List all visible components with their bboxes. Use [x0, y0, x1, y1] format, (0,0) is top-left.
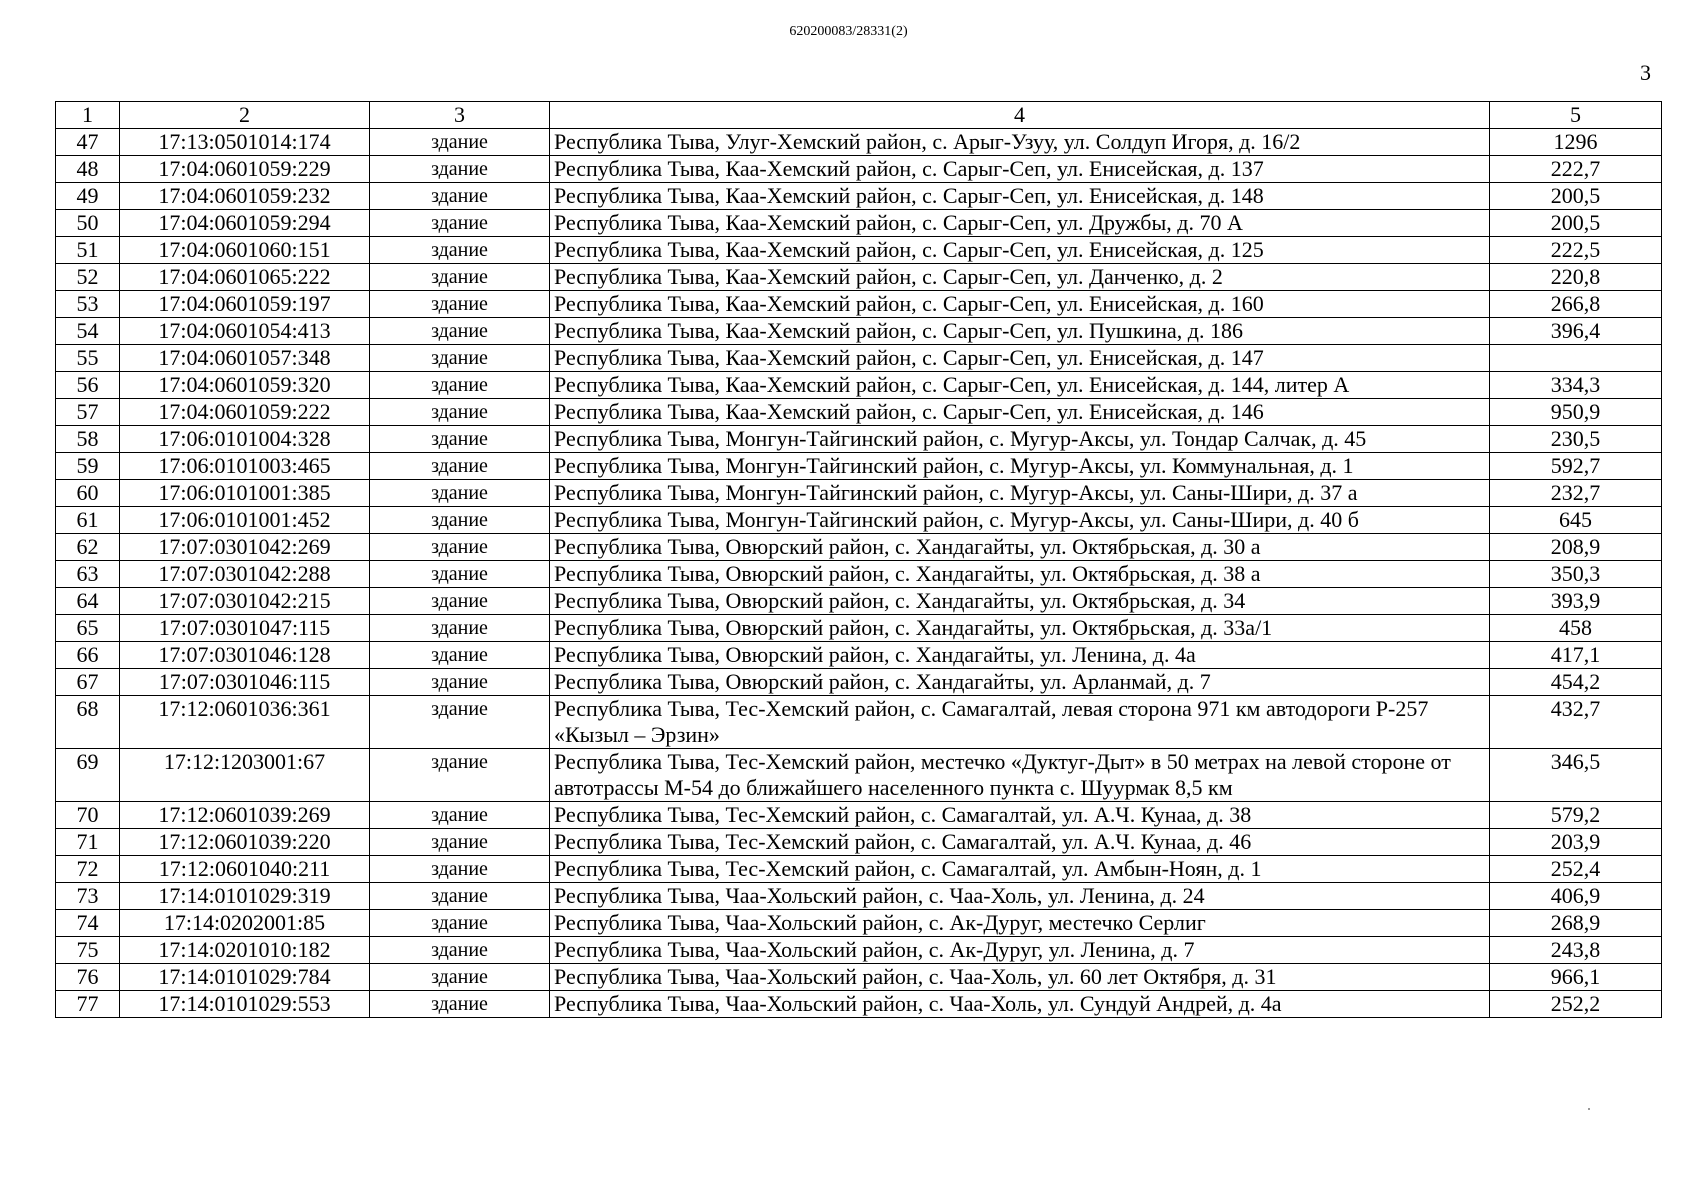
area-cell: 579,2 — [1490, 802, 1662, 829]
cadastral-number-cell: 17:04:0601059:320 — [120, 372, 370, 399]
table-row — [56, 642, 1662, 669]
row-number-cell: 48 — [56, 156, 120, 183]
row-number-cell: 68 — [56, 696, 120, 749]
object-type-cell: здание — [370, 561, 550, 588]
cadastral-number-cell: 17:14:0201010:182 — [120, 937, 370, 964]
row-number-cell: 62 — [56, 534, 120, 561]
area-cell — [1490, 345, 1662, 372]
address-cell: Республика Тыва, Каа-Хемский район, с. Сарыг-Сеп, ул. Енисейская, д. 146 — [550, 399, 1490, 426]
cadastral-number-cell: 17:14:0101029:784 — [120, 964, 370, 991]
cadastral-number-cell: 17:07:0301042:269 — [120, 534, 370, 561]
address-cell: Республика Тыва, Овюрский район, с. Хандагайты, ул. Октябрьская, д. 30 а — [550, 534, 1490, 561]
table-row — [56, 264, 1662, 291]
table-row — [56, 696, 1662, 749]
address-cell: Республика Тыва, Каа-Хемский район, с. Сарыг-Сеп, ул. Енисейская, д. 125 — [550, 237, 1490, 264]
cadastral-number-cell: 17:06:0101001:385 — [120, 480, 370, 507]
object-type-cell: здание — [370, 183, 550, 210]
table-row — [56, 937, 1662, 964]
object-type-cell: здание — [370, 264, 550, 291]
object-type-cell: здание — [370, 883, 550, 910]
object-type-cell: здание — [370, 129, 550, 156]
address-cell: Республика Тыва, Каа-Хемский район, с. Сарыг-Сеп, ул. Пушкина, д. 186 — [550, 318, 1490, 345]
area-cell: 200,5 — [1490, 210, 1662, 237]
object-type-cell: здание — [370, 829, 550, 856]
row-number-cell: 63 — [56, 561, 120, 588]
object-type-cell: здание — [370, 345, 550, 372]
address-cell: Республика Тыва, Тес-Хемский район, с. Самагалтай, ул. А.Ч. Кунаа, д. 46 — [550, 829, 1490, 856]
address-cell: Республика Тыва, Тес-Хемский район, местечко «Дуктуг-Дыт» в 50 метрах на левой стороне от автотрассы М-54 до ближайшего населенного пункта с. Шуурмак 8,5 км — [550, 749, 1490, 802]
cadastral-number-cell: 17:12:1203001:67 — [120, 749, 370, 802]
cadastral-number-cell: 17:07:0301042:215 — [120, 588, 370, 615]
object-type-cell: здание — [370, 480, 550, 507]
cadastral-number-cell: 17:12:0601039:269 — [120, 802, 370, 829]
row-number-cell: 64 — [56, 588, 120, 615]
object-type-cell: здание — [370, 856, 550, 883]
address-cell: Республика Тыва, Чаа-Хольский район, с. Чаа-Холь, ул. Ленина, д. 24 — [550, 883, 1490, 910]
column-header: 2 — [120, 102, 370, 129]
row-number-cell: 56 — [56, 372, 120, 399]
document-number: 620200083/28331(2) — [789, 24, 908, 39]
address-cell: Республика Тыва, Каа-Хемский район, с. Сарыг-Сеп, ул. Енисейская, д. 160 — [550, 291, 1490, 318]
row-number-cell: 52 — [56, 264, 120, 291]
cadastral-number-cell: 17:04:0601059:229 — [120, 156, 370, 183]
table-row — [56, 183, 1662, 210]
row-number-cell: 77 — [56, 991, 120, 1018]
area-cell: 222,7 — [1490, 156, 1662, 183]
table-row — [56, 372, 1662, 399]
table-row — [56, 802, 1662, 829]
table-row — [56, 480, 1662, 507]
address-cell: Республика Тыва, Каа-Хемский район, с. Сарыг-Сеп, ул. Данченко, д. 2 — [550, 264, 1490, 291]
address-cell: Республика Тыва, Овюрский район, с. Хандагайты, ул. Арланмай, д. 7 — [550, 669, 1490, 696]
row-number-cell: 57 — [56, 399, 120, 426]
object-type-cell: здание — [370, 534, 550, 561]
cadastral-number-cell: 17:04:0601059:232 — [120, 183, 370, 210]
address-cell: Республика Тыва, Каа-Хемский район, с. Сарыг-Сеп, ул. Енисейская, д. 144, литер А — [550, 372, 1490, 399]
cadastral-number-cell: 17:04:0601057:348 — [120, 345, 370, 372]
area-cell: 252,2 — [1490, 991, 1662, 1018]
table-row — [56, 561, 1662, 588]
address-cell: Республика Тыва, Тес-Хемский район, с. Самагалтай, ул. Амбын-Ноян, д. 1 — [550, 856, 1490, 883]
table-row — [56, 588, 1662, 615]
row-number-cell: 69 — [56, 749, 120, 802]
area-cell: 220,8 — [1490, 264, 1662, 291]
cadastral-number-cell: 17:12:0601039:220 — [120, 829, 370, 856]
address-cell: Республика Тыва, Монгун-Тайгинский район, с. Мугур-Аксы, ул. Саны-Шири, д. 40 б — [550, 507, 1490, 534]
table-row — [56, 615, 1662, 642]
area-cell: 966,1 — [1490, 964, 1662, 991]
object-type-cell: здание — [370, 642, 550, 669]
row-number-cell: 70 — [56, 802, 120, 829]
row-number-cell: 75 — [56, 937, 120, 964]
table-row — [56, 534, 1662, 561]
table-row — [56, 669, 1662, 696]
object-type-cell: здание — [370, 291, 550, 318]
object-type-cell: здание — [370, 318, 550, 345]
object-type-cell: здание — [370, 749, 550, 802]
cadastral-number-cell: 17:07:0301042:288 — [120, 561, 370, 588]
table-row — [56, 829, 1662, 856]
area-cell: 268,9 — [1490, 910, 1662, 937]
cadastral-number-cell: 17:04:0601054:413 — [120, 318, 370, 345]
column-header: 1 — [56, 102, 120, 129]
address-cell: Республика Тыва, Каа-Хемский район, с. Сарыг-Сеп, ул. Енисейская, д. 148 — [550, 183, 1490, 210]
object-type-cell: здание — [370, 399, 550, 426]
object-type-cell: здание — [370, 802, 550, 829]
address-cell: Республика Тыва, Каа-Хемский район, с. Сарыг-Сеп, ул. Дружбы, д. 70 А — [550, 210, 1490, 237]
area-cell: 950,9 — [1490, 399, 1662, 426]
area-cell: 406,9 — [1490, 883, 1662, 910]
table-row — [56, 991, 1662, 1018]
table-body — [56, 129, 1662, 1018]
address-cell: Республика Тыва, Чаа-Хольский район, с. Чаа-Холь, ул. Сундуй Андрей, д. 4а — [550, 991, 1490, 1018]
area-cell: 232,7 — [1490, 480, 1662, 507]
area-cell: 200,5 — [1490, 183, 1662, 210]
table-row — [56, 964, 1662, 991]
area-cell: 645 — [1490, 507, 1662, 534]
address-cell: Республика Тыва, Монгун-Тайгинский район, с. Мугур-Аксы, ул. Саны-Шири, д. 37 а — [550, 480, 1490, 507]
row-number-cell: 66 — [56, 642, 120, 669]
row-number-cell: 72 — [56, 856, 120, 883]
cadastral-number-cell: 17:06:0101001:452 — [120, 507, 370, 534]
address-cell: Республика Тыва, Овюрский район, с. Хандагайты, ул. Ленина, д. 4а — [550, 642, 1490, 669]
area-cell: 396,4 — [1490, 318, 1662, 345]
object-type-cell: здание — [370, 696, 550, 749]
table-row — [56, 237, 1662, 264]
address-cell: Республика Тыва, Чаа-Хольский район, с. Чаа-Холь, ул. 60 лет Октября, д. 31 — [550, 964, 1490, 991]
object-type-cell: здание — [370, 453, 550, 480]
cadastral-number-cell: 17:14:0202001:85 — [120, 910, 370, 937]
property-table — [55, 101, 1662, 1018]
row-number-cell: 50 — [56, 210, 120, 237]
row-number-cell: 59 — [56, 453, 120, 480]
area-cell: 203,9 — [1490, 829, 1662, 856]
object-type-cell: здание — [370, 426, 550, 453]
row-number-cell: 71 — [56, 829, 120, 856]
object-type-cell: здание — [370, 372, 550, 399]
area-cell: 252,4 — [1490, 856, 1662, 883]
cadastral-number-cell: 17:13:0501014:174 — [120, 129, 370, 156]
address-cell: Республика Тыва, Монгун-Тайгинский район, с. Мугур-Аксы, ул. Коммунальная, д. 1 — [550, 453, 1490, 480]
table-row — [56, 345, 1662, 372]
area-cell: 1296 — [1490, 129, 1662, 156]
area-cell: 592,7 — [1490, 453, 1662, 480]
row-number-cell: 51 — [56, 237, 120, 264]
object-type-cell: здание — [370, 964, 550, 991]
column-header: 5 — [1490, 102, 1662, 129]
address-cell: Республика Тыва, Тес-Хемский район, с. Самагалтай, левая сторона 971 км автодороги Р-257 «Кызыл – Эрзин» — [550, 696, 1490, 749]
object-type-cell: здание — [370, 507, 550, 534]
object-type-cell: здание — [370, 588, 550, 615]
area-cell: 417,1 — [1490, 642, 1662, 669]
row-number-cell: 67 — [56, 669, 120, 696]
cadastral-number-cell: 17:07:0301046:128 — [120, 642, 370, 669]
row-number-cell: 74 — [56, 910, 120, 937]
row-number-cell: 60 — [56, 480, 120, 507]
area-cell: 222,5 — [1490, 237, 1662, 264]
scan-speck — [1588, 1108, 1590, 1110]
table-row — [56, 910, 1662, 937]
object-type-cell: здание — [370, 237, 550, 264]
cadastral-number-cell: 17:04:0601060:151 — [120, 237, 370, 264]
table-row — [56, 507, 1662, 534]
table-row — [56, 453, 1662, 480]
cadastral-number-cell: 17:14:0101029:553 — [120, 991, 370, 1018]
area-cell: 454,2 — [1490, 669, 1662, 696]
column-header: 4 — [550, 102, 1490, 129]
cadastral-number-cell: 17:04:0601059:197 — [120, 291, 370, 318]
table-row — [56, 210, 1662, 237]
object-type-cell: здание — [370, 156, 550, 183]
table-row — [56, 291, 1662, 318]
row-number-cell: 65 — [56, 615, 120, 642]
address-cell: Республика Тыва, Улуг-Хемский район, с. Арыг-Узуу, ул. Солдуп Игоря, д. 16/2 — [550, 129, 1490, 156]
cadastral-number-cell: 17:07:0301046:115 — [120, 669, 370, 696]
table-row — [56, 399, 1662, 426]
cadastral-number-cell: 17:12:0601040:211 — [120, 856, 370, 883]
row-number-cell: 54 — [56, 318, 120, 345]
area-cell: 458 — [1490, 615, 1662, 642]
address-cell: Республика Тыва, Каа-Хемский район, с. Сарыг-Сеп, ул. Енисейская, д. 147 — [550, 345, 1490, 372]
area-cell: 334,3 — [1490, 372, 1662, 399]
address-cell: Республика Тыва, Овюрский район, с. Хандагайты, ул. Октябрьская, д. 34 — [550, 588, 1490, 615]
cadastral-number-cell: 17:04:0601059:294 — [120, 210, 370, 237]
address-cell: Республика Тыва, Овюрский район, с. Хандагайты, ул. Октябрьская, д. 33а/1 — [550, 615, 1490, 642]
object-type-cell: здание — [370, 991, 550, 1018]
area-cell: 350,3 — [1490, 561, 1662, 588]
page-number: 3 — [1640, 60, 1651, 85]
address-cell: Республика Тыва, Овюрский район, с. Хандагайты, ул. Октябрьская, д. 38 а — [550, 561, 1490, 588]
object-type-cell: здание — [370, 669, 550, 696]
table-row — [56, 883, 1662, 910]
object-type-cell: здание — [370, 210, 550, 237]
cadastral-number-cell: 17:12:0601036:361 — [120, 696, 370, 749]
row-number-cell: 58 — [56, 426, 120, 453]
object-type-cell: здание — [370, 937, 550, 964]
area-cell: 393,9 — [1490, 588, 1662, 615]
column-header: 3 — [370, 102, 550, 129]
row-number-cell: 49 — [56, 183, 120, 210]
cadastral-number-cell: 17:06:0101004:328 — [120, 426, 370, 453]
table-row — [56, 749, 1662, 802]
table-row — [56, 318, 1662, 345]
object-type-cell: здание — [370, 615, 550, 642]
address-cell: Республика Тыва, Каа-Хемский район, с. Сарыг-Сеп, ул. Енисейская, д. 137 — [550, 156, 1490, 183]
row-number-cell: 73 — [56, 883, 120, 910]
table-row — [56, 426, 1662, 453]
row-number-cell: 61 — [56, 507, 120, 534]
cadastral-number-cell: 17:04:0601059:222 — [120, 399, 370, 426]
table-header-row — [56, 102, 1662, 129]
row-number-cell: 53 — [56, 291, 120, 318]
area-cell: 230,5 — [1490, 426, 1662, 453]
cadastral-number-cell: 17:07:0301047:115 — [120, 615, 370, 642]
row-number-cell: 47 — [56, 129, 120, 156]
object-type-cell: здание — [370, 910, 550, 937]
address-cell: Республика Тыва, Чаа-Хольский район, с. Ак-Дуруг, местечко Серлиг — [550, 910, 1490, 937]
table-row — [56, 856, 1662, 883]
table-row — [56, 129, 1662, 156]
area-cell: 243,8 — [1490, 937, 1662, 964]
address-cell: Республика Тыва, Чаа-Хольский район, с. Ак-Дуруг, ул. Ленина, д. 7 — [550, 937, 1490, 964]
table-row — [56, 156, 1662, 183]
row-number-cell: 76 — [56, 964, 120, 991]
cadastral-number-cell: 17:04:0601065:222 — [120, 264, 370, 291]
address-cell: Республика Тыва, Тес-Хемский район, с. Самагалтай, ул. А.Ч. Кунаа, д. 38 — [550, 802, 1490, 829]
cadastral-number-cell: 17:06:0101003:465 — [120, 453, 370, 480]
address-cell: Республика Тыва, Монгун-Тайгинский район, с. Мугур-Аксы, ул. Тондар Салчак, д. 45 — [550, 426, 1490, 453]
area-cell: 208,9 — [1490, 534, 1662, 561]
row-number-cell: 55 — [56, 345, 120, 372]
area-cell: 346,5 — [1490, 749, 1662, 802]
cadastral-number-cell: 17:14:0101029:319 — [120, 883, 370, 910]
area-cell: 266,8 — [1490, 291, 1662, 318]
area-cell: 432,7 — [1490, 696, 1662, 749]
